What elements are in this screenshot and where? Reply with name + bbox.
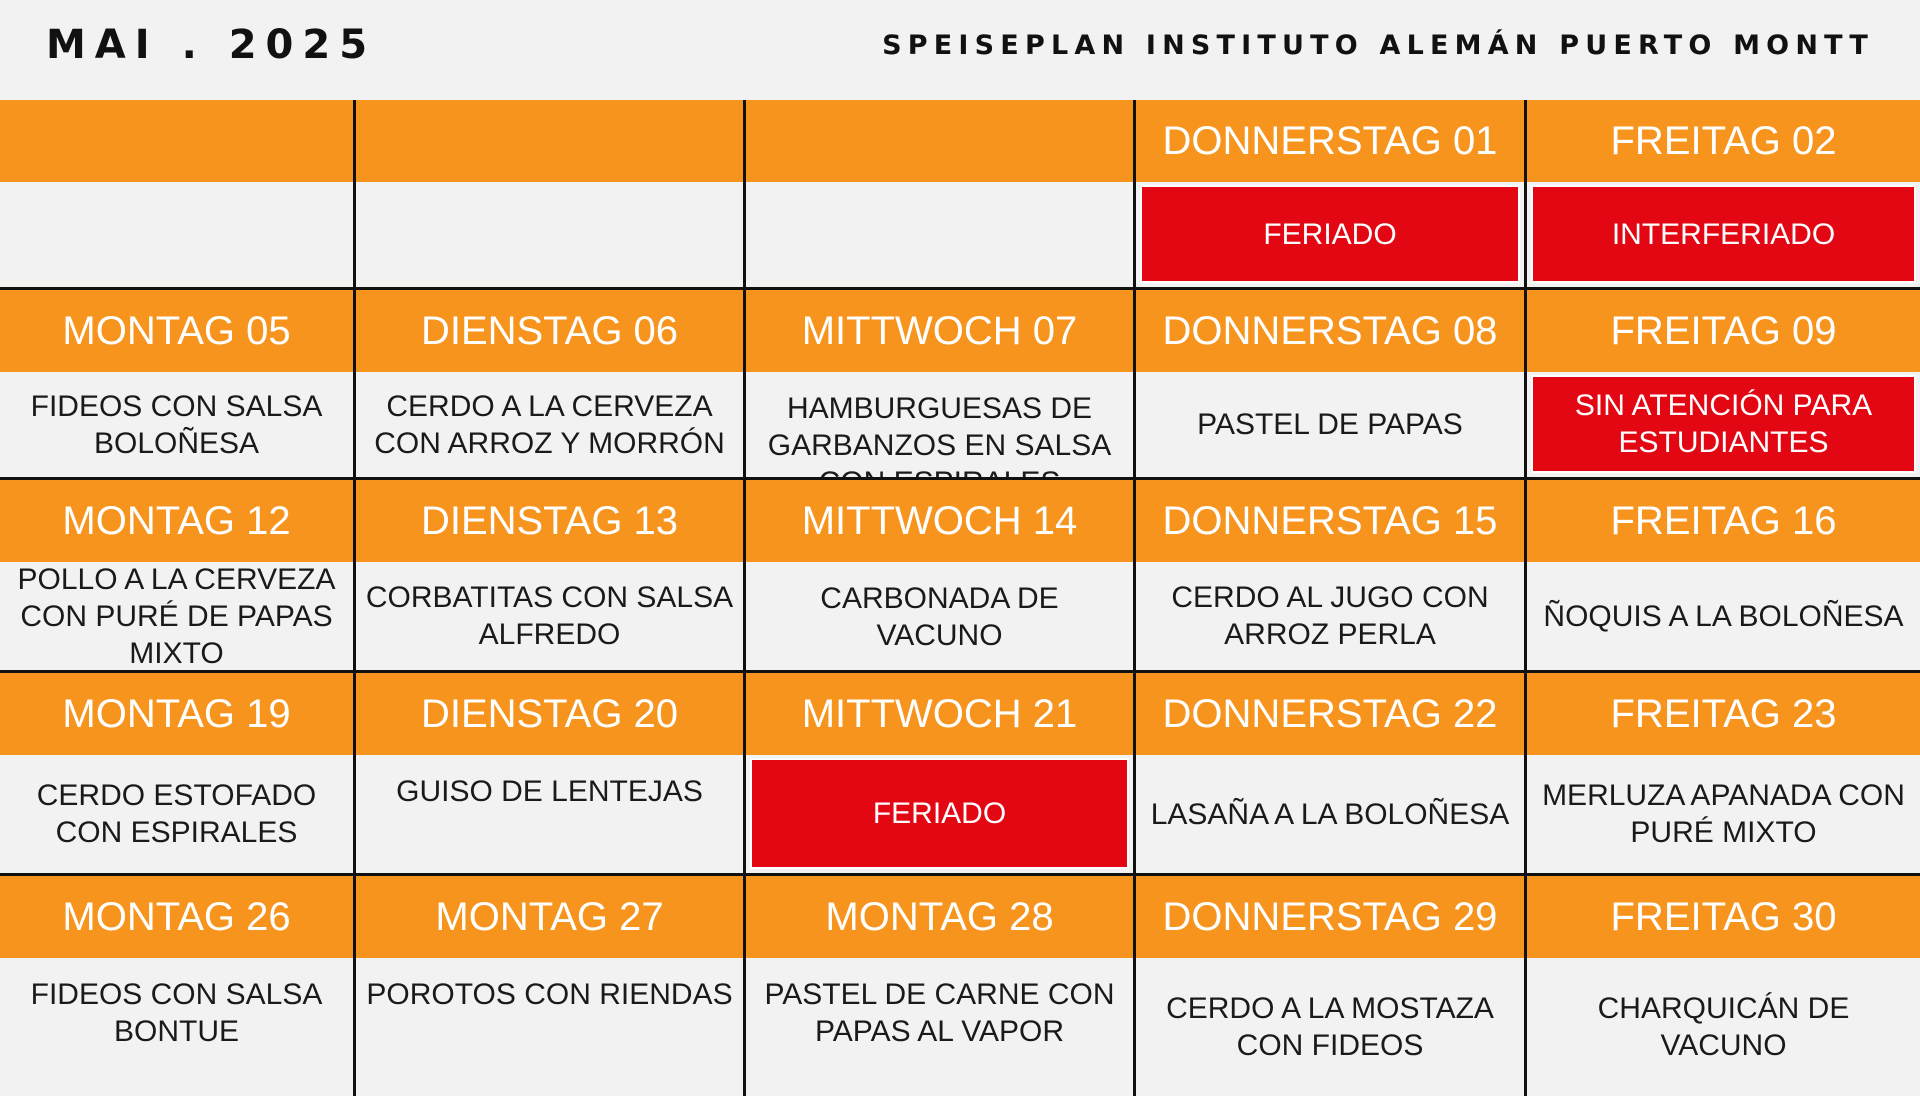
page-header [0,0,1920,100]
day-cell [746,876,1136,1096]
day-header: DONNERSTAG 15 [1136,480,1524,562]
day-header: FREITAG 09 [1527,290,1920,372]
meal-text: CERDO A LA MOSTAZA CON FIDEOS [1136,958,1524,1096]
meal-text: CERDO AL JUGO CON ARROZ PERLA [1136,562,1524,670]
day-cell [746,480,1136,670]
week-row [0,480,1920,670]
meal-text: CARBONADA DE VACUNO [746,562,1133,670]
day-header: MONTAG 19 [0,673,353,755]
meal-text: CORBATITAS CON SALSA ALFREDO [356,562,743,670]
holiday-notice [1527,372,1920,477]
meal-text: PASTEL DE PAPAS [1136,372,1524,477]
day-header: DIENSTAG 20 [356,673,743,755]
meal-text: CERDO ESTOFADO CON ESPIRALES [0,755,353,873]
day-cell [1527,290,1920,477]
day-header: DONNERSTAG 01 [1136,100,1524,182]
meal-text: LASAÑA A LA BOLOÑESA [1136,755,1524,873]
week-row [0,290,1920,477]
meal-text: GUISO DE LENTEJAS [356,755,743,873]
menu-grid [0,100,1920,1096]
month-title: MAI . 2025 [46,22,377,68]
day-cell [356,876,746,1096]
meal-text [356,182,743,287]
meal-text: ÑOQUIS A LA BOLOÑESA [1527,562,1920,670]
meal-text [746,182,1133,287]
day-cell [1136,876,1527,1096]
day-cell [1136,100,1527,287]
day-header: DIENSTAG 13 [356,480,743,562]
day-header [0,100,353,182]
day-cell [1527,673,1920,873]
holiday-notice [746,755,1133,873]
day-cell [0,673,356,873]
day-cell [1527,480,1920,670]
week-row [0,673,1920,873]
day-cell [356,480,746,670]
day-cell [0,480,356,670]
meal-text: CHARQUICÁN DE VACUNO [1527,958,1920,1096]
holiday-label: FERIADO [750,758,1129,869]
day-header: MITTWOCH 14 [746,480,1133,562]
day-header: MONTAG 26 [0,876,353,958]
day-header: DIENSTAG 06 [356,290,743,372]
day-cell [356,673,746,873]
meal-text: FIDEOS CON SALSA BOLOÑESA [0,372,353,477]
day-cell [746,673,1136,873]
day-header [746,100,1133,182]
day-cell [0,100,356,287]
day-header: MITTWOCH 21 [746,673,1133,755]
holiday-label: SIN ATENCIÓN PARA ESTUDIANTES [1531,375,1916,473]
day-cell [746,100,1136,287]
day-cell [746,290,1136,477]
holiday-label: FERIADO [1140,185,1520,283]
plan-title: SPEISEPLAN INSTITUTO ALEMÁN PUERTO MONTT [882,30,1874,61]
meal-text: FIDEOS CON SALSA BONTUE [0,958,353,1096]
day-cell [0,876,356,1096]
day-header: DONNERSTAG 29 [1136,876,1524,958]
meal-text: POLLO A LA CERVEZA CON PURÉ DE PAPAS MIXTO [0,562,353,670]
meal-text: HAMBURGUESAS DE GARBANZOS EN SALSA [746,372,1133,477]
day-cell [356,100,746,287]
day-cell [356,290,746,477]
meal-text: MERLUZA APANADA CON PURÉ MIXTO [1527,755,1920,873]
meal-text: CERDO A LA CERVEZA CON ARROZ Y MORRÓN [356,372,743,477]
meal-text: PASTEL DE CARNE CON PAPAS AL VAPOR [746,958,1133,1096]
day-cell [1136,480,1527,670]
day-header: FREITAG 16 [1527,480,1920,562]
meal-text [0,182,353,287]
day-cell [1527,100,1920,287]
holiday-notice [1136,182,1524,287]
meal-text: POROTOS CON RIENDAS [356,958,743,1096]
day-header: FREITAG 23 [1527,673,1920,755]
day-header: MONTAG 28 [746,876,1133,958]
day-header: FREITAG 02 [1527,100,1920,182]
week-row [0,100,1920,287]
day-header: MITTWOCH 07 [746,290,1133,372]
holiday-label: INTERFERIADO [1531,185,1916,283]
day-cell [1136,290,1527,477]
day-header: FREITAG 30 [1527,876,1920,958]
holiday-notice [1527,182,1920,287]
day-header: DONNERSTAG 22 [1136,673,1524,755]
day-header: MONTAG 27 [356,876,743,958]
week-row [0,876,1920,1096]
day-header: DONNERSTAG 08 [1136,290,1524,372]
day-cell [0,290,356,477]
day-header: MONTAG 12 [0,480,353,562]
day-header [356,100,743,182]
day-header: MONTAG 05 [0,290,353,372]
day-cell [1136,673,1527,873]
day-cell [1527,876,1920,1096]
